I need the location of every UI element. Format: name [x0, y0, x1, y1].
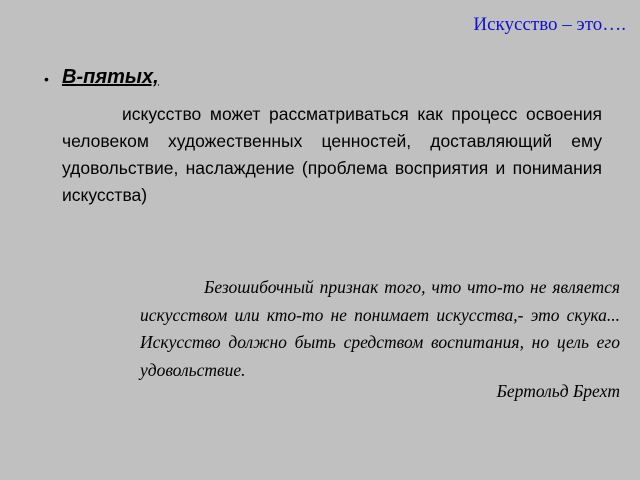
bullet-heading: В-пятых, — [62, 66, 159, 88]
quote-text: Безошибочный признак того, что что-то не является искусством или кто-то не понимает искусства,- это скука... Искусство должно быть средством воспитания, но цель его удовольствие. — [140, 277, 620, 380]
bullet-dot-icon: • — [44, 71, 49, 87]
bullet-body-text: искусство может рассматриваться как процесс освоения человеком художественных ценностей, доставляющий ему удовольствие, наслаждение (проблема восприятия и понимания искусства) — [62, 104, 602, 205]
slide-title: Искусство – это…. — [473, 14, 626, 35]
quote-author: Бертольд Брехт — [496, 381, 620, 401]
